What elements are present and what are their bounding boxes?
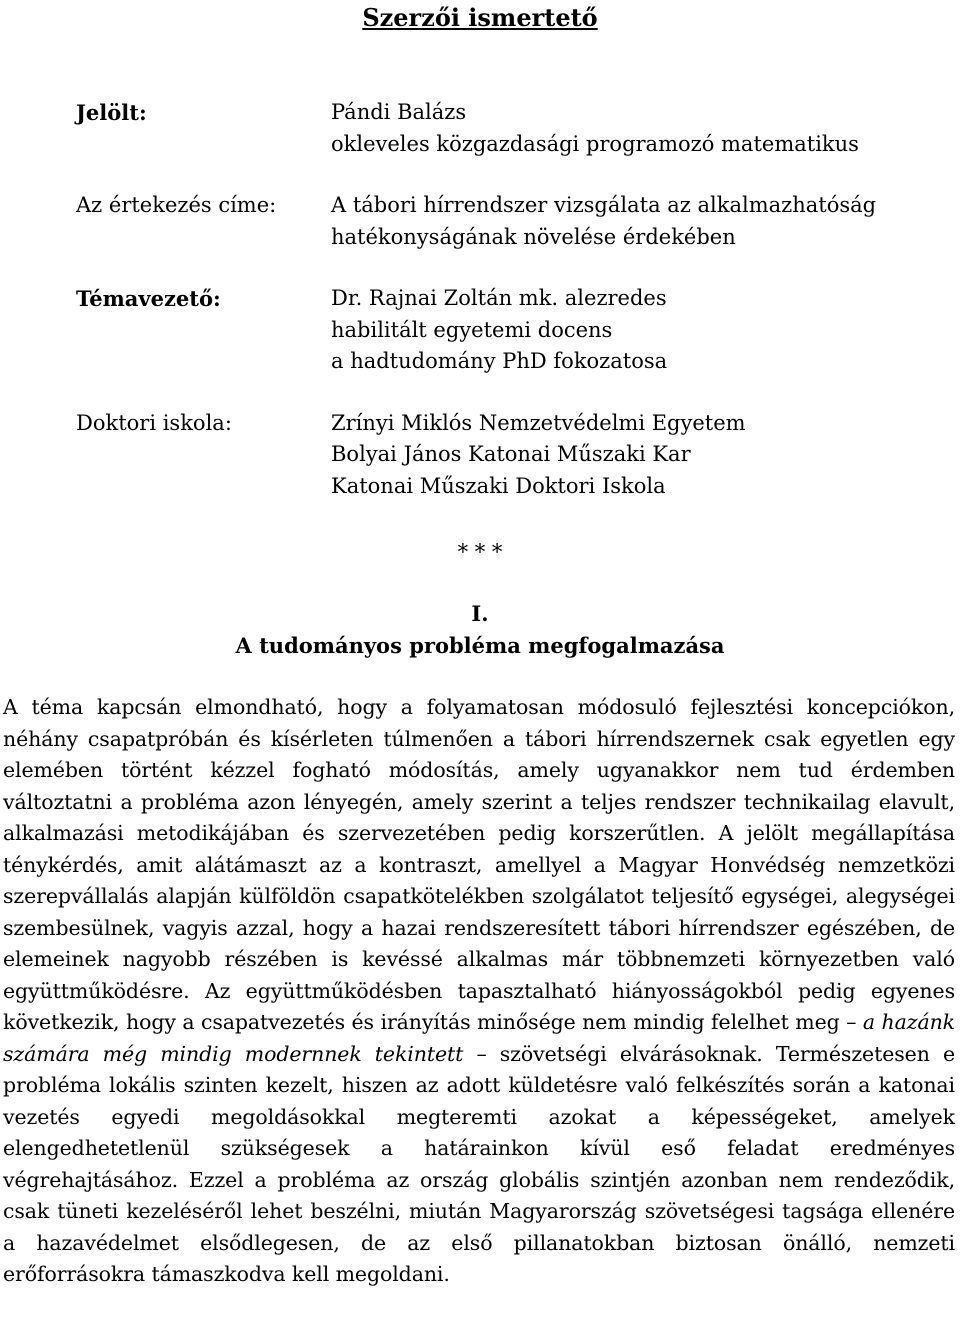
thesis-title-label: Az értekezés címe: bbox=[76, 193, 277, 217]
section-number: I. bbox=[471, 601, 489, 626]
section-separator: * * * bbox=[457, 540, 503, 564]
page-title: Szerzői ismertető bbox=[362, 3, 598, 32]
paragraph-text: A téma kapcsán elmondható, hogy a folyamatosan módosuló fejlesztési koncepciókon, néhány csapatpróbán és kísérleten túlmenően a tábori hírrendszernek csak egyetlen egy elemében történt kézzel fogható módosítás, amely ugyanakkor nem tud érdemben változtatni a probléma azon lényegén, amely szerint a teljes rendszer technikailag elavult, alkalmazási metodikájában és szervezetében pedig korszerűtlen. A jelölt megállapítása ténykérdés, amit alátámaszt az a kontraszt, amellyel a Magyar Honvédség nemzetközi szerepvállalás alapján külföldön csapatkötelékben szolgálatot teljesítő egységei, alegységei szembesülnek, vagyis azzal, hogy a hazai rendszeresített tábori hírrendszer egészében, de elemeinek nagyobb részében is kevéssé alkalmas már többnemzeti környezetben való együttműködésre. Az együttműködésben tapasztalható hiányosságokból pedig egyenes következik, hogy a csapatvezetés és irányítás minősége nem mindig felelhet meg – bbox=[3, 695, 955, 1034]
candidate-name: Pándi Balázs bbox=[331, 100, 467, 124]
paragraph-text: – szövetségi elvárásoknak. Természetesen e probléma lokális szinten kezelt, hiszen az adott küldetésre való felkészítés során a katonai vezetés egyedi megoldásokkal megteremti azokat a képességeket, amelyek elengedhetetlenül szükségesek a határainkon kívül eső feladat eredményes végrehajtásához. Ezzel a probléma az ország globális szintjén azonban nem rendeződik, csak tüneti kezeléséről lehet beszélni, miután Magyarország szövetségesi tagsága ellenére a hazavédelmet elsődlegesen, de az első pillanatokban biztosan önálló, nemzeti erőforrásokra támaszkodva kell megoldani. bbox=[3, 1041, 955, 1286]
supervisor-degree: a hadtudomány PhD fokozatosa bbox=[331, 349, 668, 373]
doctoral-school-value bbox=[331, 408, 936, 503]
thesis-title-line: A tábori hírrendszer vizsgálata az alkalmazhatóság bbox=[331, 193, 877, 217]
supervisor-label: Témavezető: bbox=[76, 286, 221, 311]
doctoral-school-label: Doktori iskola: bbox=[76, 410, 232, 435]
author-info-table bbox=[76, 97, 936, 502]
thesis-title-line: hatékonyságának növelése érdekében bbox=[331, 224, 736, 249]
school-name: Katonai Műszaki Doktori Iskola bbox=[331, 473, 666, 498]
thesis-title-row bbox=[76, 190, 936, 253]
doctoral-school-row bbox=[76, 408, 936, 503]
candidate-row bbox=[76, 97, 936, 160]
section-title: A tudományos probléma megfogalmazása bbox=[235, 633, 725, 658]
faculty-name: Bolyai János Katonai Műszaki Kar bbox=[331, 442, 691, 466]
paragraph-emphasis: a hazánk számára még mindig modernnek tekintett bbox=[3, 1010, 955, 1066]
candidate-value bbox=[331, 97, 936, 160]
supervisor-value bbox=[331, 283, 936, 378]
university-name: Zrínyi Miklós Nemzetvédelmi Egyetem bbox=[331, 410, 746, 435]
supervisor-position: habilitált egyetemi docens bbox=[331, 317, 613, 342]
candidate-degree: okleveles közgazdasági programozó matematikus bbox=[331, 131, 859, 156]
thesis-title-value bbox=[331, 190, 936, 253]
candidate-label: Jelölt: bbox=[76, 100, 147, 125]
body-paragraph bbox=[3, 692, 955, 1291]
supervisor-row bbox=[76, 283, 936, 378]
supervisor-name: Dr. Rajnai Zoltán mk. alezredes bbox=[331, 286, 667, 310]
